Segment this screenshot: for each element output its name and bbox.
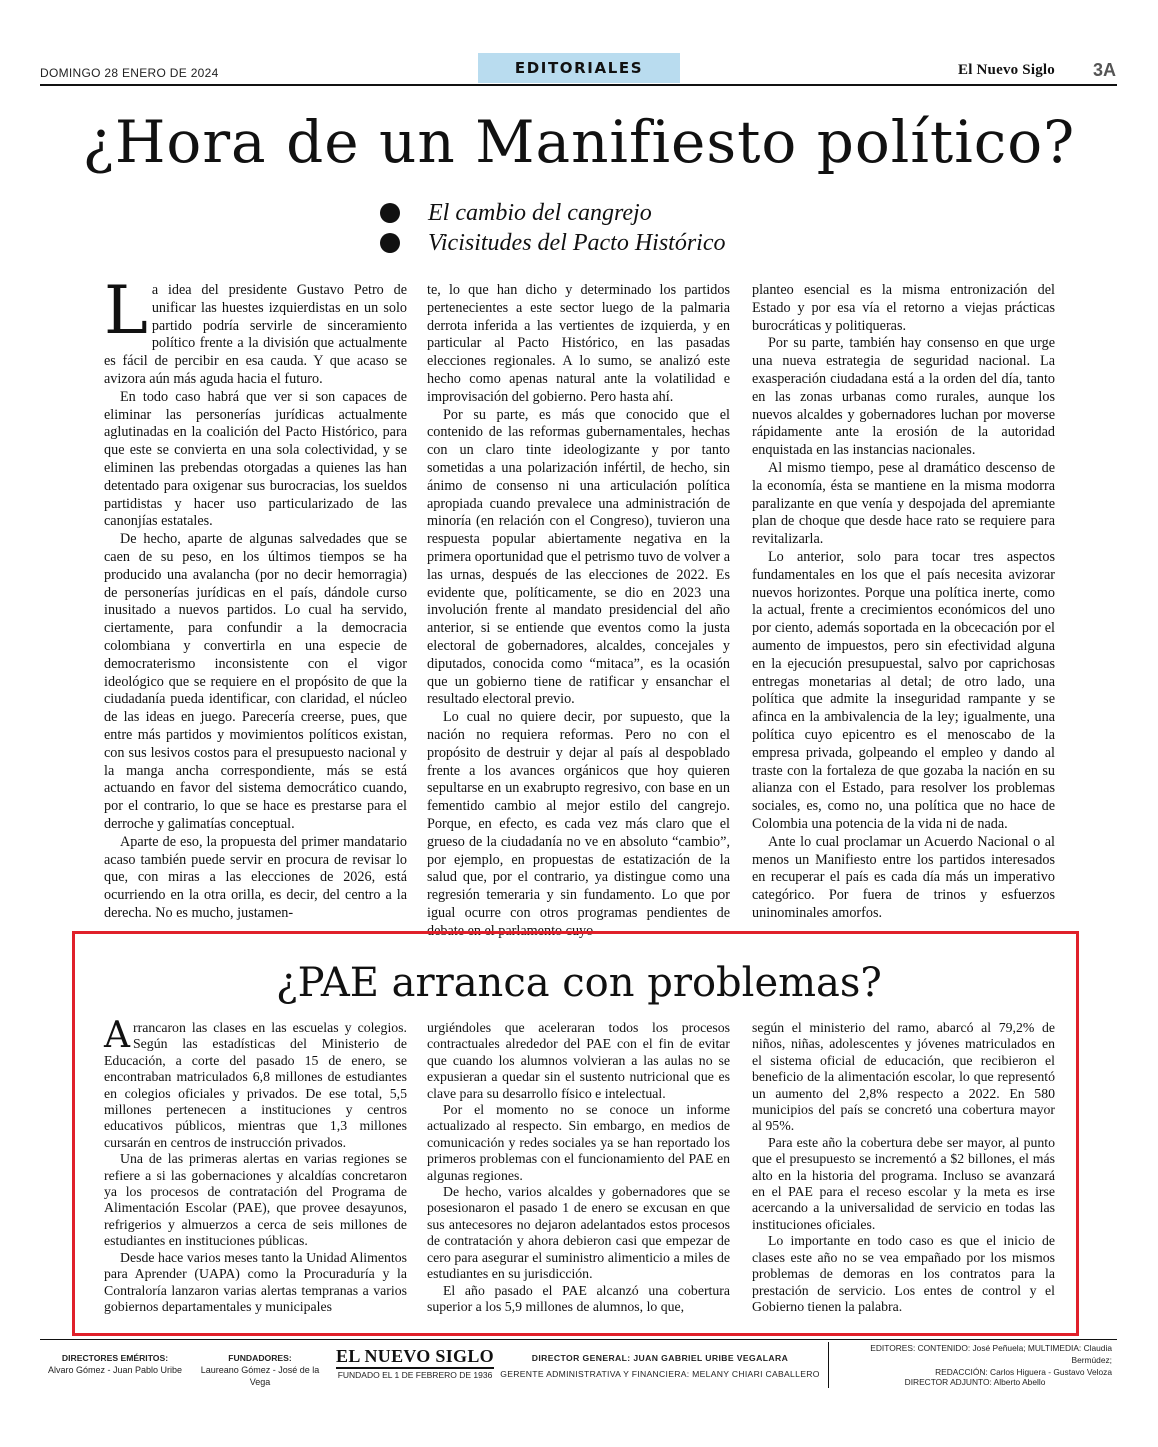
bullet-icon <box>380 233 400 253</box>
paragraph: La idea del presidente Gustavo Petro de unificar las huestes izquierdistas en un solo partido podría servirle de sinceramiento político frente a la división que actualmente es fácil de percibir en esa cauda. Y que acaso se avizora aún más aguda hacia el futuro. <box>104 272 407 387</box>
paragraph: De hecho, varios alcaldes y gobernadores que se posesionaron el pasado 1 de enero se excusan en que sus antecesores no dejaron adelantados estos procesos de contratación y ahora debieron casi que empezar de cero para asegurar el suministro alimenticio a miles de estudiantes en su jurisdicción. <box>427 1184 730 1282</box>
issue-date: DOMINGO 28 ENERO DE 2024 <box>40 66 219 80</box>
masthead-brand: El Nuevo Siglo <box>958 62 1055 78</box>
footer-rule <box>40 1339 1117 1340</box>
paragraph: urgiéndoles que aceleraran todos los procesos contractuales alrededor del PAE con el fin de evitar que cuando los alumnos volvieran a las aulas no se expusieran a quedar sin el sustento nutricional que es clave para su desarrollo físico e intelectual. <box>427 1020 730 1101</box>
founders: FUNDADORES: Laureano Gómez - José de la Vega <box>200 1353 320 1387</box>
drop-cap: A <box>104 1015 130 1056</box>
page-number: 3A <box>1093 60 1117 80</box>
subheadline-list <box>380 198 726 258</box>
paragraph: Lo anterior, solo para tocar tres aspectos fundamentales en los que el país necesita avizorar nuevos horizontes. Porque una política inerte, como la actual, frente a crecimientos económicos del uno por ciento, además soportada en la obcecación por el aumento de impuestos, pero sin efectividad alguna en la ejecución presupuestal, salvo por caprichosas entregas monetarias al detal; de otro lado, una política que admite la inseguridad rampante y se afinca en la ambivalencia de la ley; igualmente, una política cuyo epicentro es el menoscabo de la empresa privada, golpeando el empleo y dando al traste con la fortaleza de que gozaba la nación en su alianza con el Estado, para resolver los problemas sociales, es, como no, una política que no hace de Colombia una potencia de la vida ni de nada. <box>752 548 1055 832</box>
paragraph: Lo cual no quiere decir, por supuesto, que la nación no requiera reformas. Pero no con el propósito de destruir y dejar al país al despoblado frente a los avances orgánicos que hoy quieren sepultarse en un exabrupto regresivo, con base en un fementido cambio al mejor estilo del cangrejo. Porque, en efecto, es cada vez más claro que el grueso de la ciudadanía no ve en absoluto “cambio”, por ejemplo, en propuestas de estatización de la salud que, por el contrario, ya distingue como una regresión temeraria y sin fundamento. Lo que por igual ocurre con otros programas pendientes de debate en el parlamento cuyo <box>427 709 730 939</box>
footer-logo-block <box>335 1346 495 1381</box>
editorial-column-2 <box>427 282 730 940</box>
paragraph: Al mismo tiempo, pese al dramático descenso de la economía, ésta se mantiene en la misma modorra paralizante en que venía y despojada del apremiante plan de choque que desde hace rato se requiere para revitalizarla. <box>752 459 1055 548</box>
paragraph: Lo importante en todo caso es que el inicio de clases este año no se vea empañado por los mismos problemas de demoras en los contratos para la prestación de servicio. Los entes de control y el Gobierno tienen la palabra. <box>752 1233 1055 1314</box>
paragraph: Ante lo cual proclamar un Acuerdo Nacional o al menos un Manifiesto entre los partidos interesados en recuperar el país es cada día más un imperativo categórico. Por fuera de trinos y esfuerzos uninominales amorfos. <box>752 833 1055 921</box>
header-rule <box>40 84 1117 86</box>
section-label: EDITORIALES <box>478 53 680 83</box>
bullet-icon <box>380 203 400 223</box>
subheadline-item: El cambio del cangrejo <box>380 198 726 228</box>
paragraph: te, lo que han dicho y determinado los partidos pertenecientes a este sector luego de la palmaria derrota inferida a las vertientes de izquierda, y en particular al Pacto Histórico, en las pasadas elecciones regionales. A lo sumo, se analizó este hecho como apenas natural ante la volatilidad e improvisación del gobierno. Pero hasta ahí. <box>427 282 730 405</box>
paragraph: Una de las primeras alertas en varias regiones se refiere a si las gobernaciones y alcaldías concretaron ya los procesos de contratación del Programa de Alimentación Escolar (PAE), que provee desayunos, refrigerios y almuerzos a cerca de seis millones de estudiantes en instituciones públicas. <box>104 1151 407 1249</box>
editorial-2-title: ¿PAE arranca con problemas? <box>276 960 882 1006</box>
deputy-director: DIRECTOR ADJUNTO: Alberto Abello <box>904 1377 1046 1387</box>
paragraph: Desde hace varios meses tanto la Unidad Alimentos para Aprender (UAPA) como la Procuraduría y la Contraloría lanzaron varias alertas tempranas a varios gobiernos departamentales y municipales <box>104 1249 407 1314</box>
subheadline-item: Vicisitudes del Pacto Histórico <box>380 228 726 258</box>
gerente: GERENTE ADMINISTRATIVA Y FINANCIERA: MELANY CHIARI CABALLERO <box>500 1369 820 1379</box>
paragraph: Por su parte, también hay consenso en que urge una nueva estrategia de seguridad nacional. La exasperación ciudadana está a la orden del día, tanto en las zonas urbanas como rurales, aunque los nuevos alcaldes y gobernadores luchan por moverse rápidamente ante la erosión de la autoridad enquistada en las instancias nacionales. <box>752 335 1055 459</box>
paragraph: Para este año la cobertura debe ser mayor, al punto que el presupuesto se incrementó a $2 billones, el más alto en la historia del programa. Incluso se avanzará en el PAE para el receso escolar y la meta es irse acercando a la universalidad de servicio en todas las instituciones oficiales. <box>752 1134 1055 1232</box>
editors: EDITORES: CONTENIDO: José Peñuela; MULTIMEDIA: Claudia Bermúdez; REDACCIÓN: Carlos Higuera - Gustavo Veloza <box>870 1343 1112 1377</box>
editorial-2-column-3 <box>752 1020 1055 1315</box>
footer-logo: EL NUEVO SIGLO <box>336 1346 494 1369</box>
editorial-2-column-2 <box>427 1020 730 1315</box>
paragraph: El año pasado el PAE alcanzó una cobertura superior a los 5,9 millones de alumnos, lo que, <box>427 1282 730 1314</box>
paragraph: Por su parte, es más que conocido que el contenido de las reformas gubernamentales, hechas con un claro tinte ideologizante y por tanto sometidas a una polarización infértil, de hecho, sin ánimo de consenso ni una articulación política apropiada cuando prevalece una administración de minoría (en relación con el Congreso), tuvieron una respuesta popular abiertamente negativa en la primera oportunidad que el petrismo tuvo de volver a las urnas, después de las elecciones de 2022. Es evidente que, políticamente, se dio en 2023 una involución frente al mandato presidencial del año anterior, si se entiende que eventos como la justa electoral de gobernadores, alcaldes, concejales y diputados, conocida como “mitaca”, es la ocasión que un gobierno tiene de ratificar y ensanchar el resultado electoral previo. <box>427 406 730 708</box>
emeritus-directors: DIRECTORES EMÉRITOS: Alvaro Gómez - Juan Pablo Uribe <box>47 1353 183 1375</box>
management <box>500 1350 820 1382</box>
director-general: DIRECTOR GENERAL: JUAN GABRIEL URIBE VEGALARA <box>531 1353 789 1363</box>
founded-date: FUNDADO EL 1 DE FEBRERO DE 1936 <box>337 1370 493 1380</box>
editorial-2-column-1 <box>104 1015 407 1315</box>
footer-divider <box>828 1342 829 1388</box>
paragraph: Por el momento no se conoce un informe actualizado al respecto. Sin embargo, en medios de comunicación y redes sociales ya se han reportado los primeros problemas con el funcionamiento del PAE en algunas regiones. <box>427 1102 730 1183</box>
paragraph: según el ministerio del ramo, abarcó al 79,2% de niños, niñas, adolescentes y jóvenes matriculados en el sistema oficial de educación, que recibieron el beneficio de la alimentación escolar, lo que representó un aumento del 2,8% respecto a 2022. En 580 municipios del país se concretó una cobertura mayor al 95%. <box>752 1020 1055 1134</box>
drop-cap: L <box>104 272 148 349</box>
editorial-title: ¿Hora de un Manifiesto político? <box>82 108 1076 176</box>
editorial-column-1 <box>104 272 407 923</box>
paragraph: En todo caso habrá que ver si son capaces de eliminar las personerías jurídicas actualmente aglutinadas en la coalición del Pacto Histórico, para que este se convierta en una sola colectividad, y se eliminen las prebendas otorgadas a quienes las han detentado para oxigenar sus burocracias, los sueldos partidistas y hacer uso particularizado de las canonjías estatales. <box>104 388 407 530</box>
paragraph: De hecho, aparte de algunas salvedades que se caen de su peso, en los últimos tiempos se ha producido una avalancha (por no decir hemorragia) de personerías jurídicas en el país, dándole curso inusitado a nuevos partidos. Lo cual ha servido, ciertamente, para confundir a la democracia colombiana y convertirla en una especie de democraterismo inconsistente con el vigor ideológico que se requiere en el propósito de que la ciudadanía pueda identificar, con claridad, el núcleo de las ideas en juego. Parecería creerse, pues, que entre más partidos y movimientos políticos existan, con sus lesivos costos para el presupuesto nacional y la manga ancha correspondiente, más se está actuando en favor del sistema democrático cuando, por el contrario, lo que se hace es prestarse para el derroche y galimatías conceptual. <box>104 531 407 832</box>
editorial-column-3 <box>752 282 1055 923</box>
paragraph: Aparte de eso, la propuesta del primer mandatario acaso también puede servir en procura de revisar lo que, con miras a las elecciones de 2026, está ocurriendo en la otra orilla, es decir, del centro a la derecha. No es mucho, justamen- <box>104 833 407 921</box>
paragraph: Arrancaron las clases en las escuelas y colegios. Según las estadísticas del Ministerio de Educación, a corte del pasado 15 de enero, se encontraban matriculados 6,8 millones de estudiantes en colegios oficiales y privados. De ese total, 5,5 millones pertenecen a instituciones y centros educativos públicos, mientras que 1,3 millones cursarán en centros de instrucción privados. <box>104 1015 407 1150</box>
paragraph: planteo esencial es la misma entronización del Estado y por esa vía el retorno a viejas prácticas burocráticas y politiqueras. <box>752 282 1055 334</box>
